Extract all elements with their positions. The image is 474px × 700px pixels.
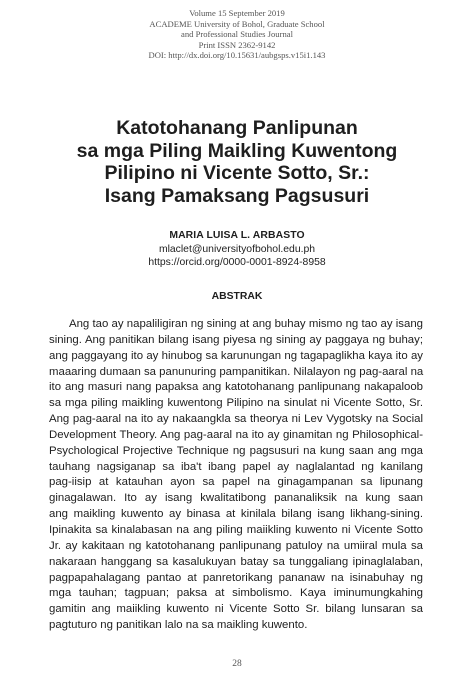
- abstract-line: Ang tao ay napaliligiran ng sining at ang buhay mismo ng tao ay isang: [69, 318, 423, 330]
- abstract-line: tauhang nagsiganap sa iba't ibang papel ay naglalantad ng kanilang: [49, 460, 423, 473]
- author-email[interactable]: mlaclet@universityofbohol.edu.ph: [158, 243, 316, 255]
- title-line: Katotohanang Panlipunan: [116, 117, 358, 139]
- journal-name: and Professional Studies Journal: [181, 29, 293, 40]
- abstract-line: pag-iisip at katauhan ayon sa papel na ginagampanan sa lipunang: [49, 476, 423, 489]
- journal-publisher: ACADEME University of Bohol, Graduate School: [149, 18, 325, 29]
- journal-header: [0, 8, 474, 61]
- journal-doi: DOI: http://dx.doi.org/10.15631/aubgsps.v15i1.143: [148, 50, 326, 61]
- abstract-line: Psychological Projective Technique ng pagsusuri na kung saan ang mga: [49, 444, 423, 457]
- abstract-line: maaaring dumaan sa panunuring pampanitikan. Nilalayon ng pag-aaral na: [49, 365, 424, 378]
- abstract-line: pagpapahalagang pantao at panretorikang pananaw na isinabuhay ng: [49, 571, 423, 584]
- abstract-line: gamitin ang maiikling kuwento ni Vicente Sotto Sr. bilang lunsaran sa: [49, 603, 423, 616]
- journal-volume: Volume 15 September 2019: [189, 8, 285, 18]
- title-line: Isang Pamaksang Pagsusuri: [104, 184, 370, 207]
- abstract-body: [49, 317, 423, 634]
- abstract-line: pagtuturo ng panitikan lalo na sa maikling kuwento.: [49, 619, 308, 632]
- abstract-line: ginagalawan. Ito ay isang kwalitatibong pananaliksik na kung saan: [49, 492, 423, 505]
- abstract-line: nakaraan hanggang sa kasalukuyan batay sa tunggaliang ipinaglalaban,: [49, 555, 423, 568]
- title-line: Pilipino ni Vicente Sotto, Sr.:: [104, 162, 370, 184]
- abstract-line: Ang pag-aaral na ito ay nakaangkla sa theorya ni Lev Vygotsky na Social: [49, 413, 423, 426]
- page-number: 28: [232, 659, 242, 669]
- author-block: [0, 229, 474, 270]
- abstract-line: mga tauhan; tagpuan; paksa at simbolismo. Kaya iminumungkahing: [49, 587, 423, 600]
- title-line: sa mga Piling Maikling Kuwentong: [76, 139, 398, 162]
- abstract-line: Development Theory. Ang pag-aaral na ito ay ginamitan ng Philosophical-: [49, 428, 423, 441]
- journal-issn: Print ISSN 2362-9142: [198, 39, 276, 50]
- abstract-heading: ABSTRAK: [211, 291, 263, 302]
- abstract-line: sining. Ang panitikan bilang isang piyesa ng sining ay paggaya ng buhay;: [49, 333, 423, 346]
- author-orcid-link[interactable]: https://orcid.org/0000-0001-8924-8958: [148, 257, 326, 269]
- abstract-line: sa mga piling maikling kuwentong Pilipino na sinulat ni Vicente Sotto, Sr.: [49, 397, 423, 410]
- paper-title: [0, 117, 474, 207]
- abstract-line: ang maikling kuwento ay binasa at kinilala bilang isang likhang-sining.: [49, 508, 423, 521]
- abstract-line: Jr. ay kakitaan ng katotohanang panlipunang patuloy na umiiral mula sa: [49, 539, 423, 552]
- abstract-line: ang paggayang ito ay hinubog sa karunungan ng tagapaglikha kaya ito ay: [49, 349, 423, 362]
- abstract-line: Ipinakita sa kinalabasan na ang piling maiikling kuwento ni Vicente Sotto: [49, 523, 423, 536]
- author-name: MARIA LUISA L. ARBASTO: [169, 230, 305, 241]
- abstract-line: ito ang masuri nang papaksa ang katotohanang panlipunang nakapaloob: [49, 381, 423, 394]
